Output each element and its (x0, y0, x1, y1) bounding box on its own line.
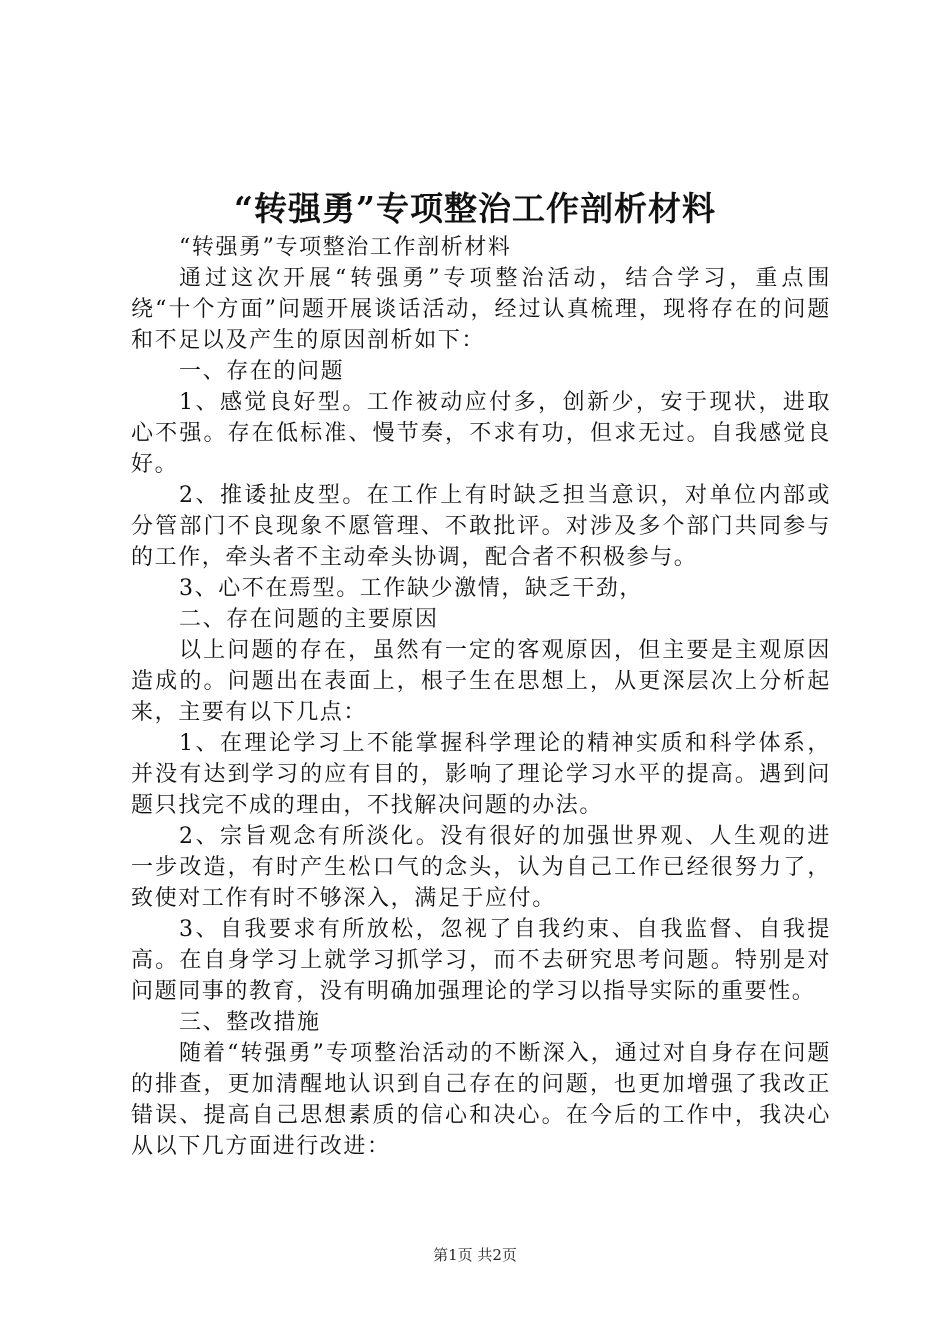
page-number-footer: 第1页 共2页 (433, 1246, 517, 1264)
section-heading-problems: 一、存在的问题 (179, 359, 345, 384)
paragraph-cause-3: 3、自我要求有所放松，忽视了自我约束、自我监督、自我提高。在自身学习上就学习抓学习，而不去研究思考问题。特别是对问题同事的教育，没有明确加强理论的学习以指导实际的重要性。 (131, 917, 831, 1004)
paragraph-causes-intro: 以上问题的存在，虽然有一定的客观原因，但主要是主观原因造成的。问题出在表面上，根子生在思想上，从更深层次上分析起来，主要有以下几点： (131, 638, 831, 725)
paragraph-measures-intro: 随着“转强勇”专项整治活动的不断深入，通过对自身存在问题的排查，更加清醒地认识到自己存在的问题，也更加增强了我改正错误、提高自己思想素质的信心和决心。在今后的工作中，我决心从以下几方面进行改进： (131, 1041, 831, 1159)
paragraph-problem-2: 2、推诿扯皮型。在工作上有时缺乏担当意识，对单位内部或分管部门不良现象不愿管理、不敢批评。对涉及多个部门共同参与的工作，牵头者不主动牵头协调，配合者不积极参与。 (131, 483, 831, 570)
paragraph-problem-3: 3、心不在焉型。工作缺少激情，缺乏干劲， (179, 576, 643, 601)
paragraph-cause-1: 1、在理论学习上不能掌握科学理论的精神实质和科学体系，并没有达到学习的应有目的，影响了理论学习水平的提高。遇到问题只找完不成的理由，不找解决问题的办法。 (131, 731, 831, 818)
document-title: “转强勇”专项整治工作剖析材料 (234, 189, 716, 228)
paragraph-cause-2: 2、宗旨观念有所淡化。没有很好的加强世界观、人生观的进一步改造，有时产生松口气的念头，认为自己工作已经很努力了，致使对工作有时不够深入，满足于应付。 (131, 824, 831, 911)
section-heading-measures: 三、整改措施 (179, 1010, 321, 1035)
paragraph-subtitle: “转强勇”专项整治工作剖析材料 (179, 235, 512, 260)
document-body (131, 232, 831, 1162)
paragraph-intro: 通过这次开展“转强勇”专项整治活动，结合学习，重点围绕“十个方面”问题开展谈话活动，经过认真梳理，现将存在的问题和不足以及产生的原因剖析如下： (131, 266, 831, 353)
section-heading-causes: 二、存在问题的主要原因 (179, 607, 439, 632)
paragraph-problem-1: 1、感觉良好型。工作被动应付多，创新少，安于现状，进取心不强。存在低标准、慢节奏，不求有功，但求无过。自我感觉良好。 (131, 390, 831, 477)
